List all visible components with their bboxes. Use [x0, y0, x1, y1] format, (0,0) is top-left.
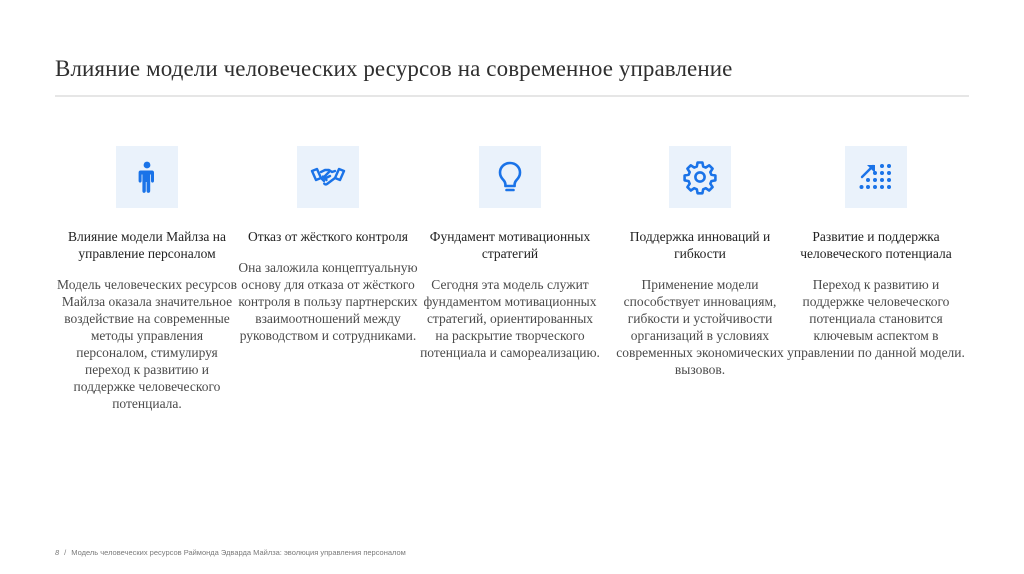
footer-separator: /: [64, 548, 67, 557]
column-text: Сегодня эта модель служит фундаментом мотивационных стратегий, ориентированных на раскрытие творческого потенциала и самореализацию.: [420, 277, 600, 360]
gear-icon: [669, 146, 731, 208]
column-text: Модель человеческих ресурсов Майлза оказала значительное воздействие на современные методы управления персоналом, стимулируя переход к развитию и поддержке человеческого потенциала.: [57, 277, 237, 411]
column-5: [786, 146, 966, 361]
page-number: 8: [55, 548, 60, 557]
column-text: Она заложила концептуальную основу для отказа от жёсткого контроля в пользу партнерских взаимоотношений между руководством и сотрудниками.: [238, 260, 418, 343]
column-text: Переход к развитию и поддержке человеческого потенциала становится ключевым аспектом в управлении по данной модели.: [787, 277, 965, 360]
page-title: Влияние модели человеческих ресурсов на современное управление: [55, 56, 733, 81]
footer: [55, 548, 406, 557]
column-4: [610, 146, 790, 378]
column-heading: Развитие и поддержка человеческого потенциала: [800, 229, 952, 261]
column-text: Применение модели способствует инновациям, гибкости и устойчивости организаций в условиях современных экономических вызовов.: [616, 277, 784, 377]
lightbulb-icon: [479, 146, 541, 208]
handshake-icon: [297, 146, 359, 208]
person-icon: [116, 146, 178, 208]
column-1: [57, 146, 237, 412]
column-3: [420, 146, 600, 361]
title-divider: [55, 95, 969, 97]
column-heading: Поддержка инноваций и гибкости: [629, 229, 771, 261]
footer-text: Модель человеческих ресурсов Раймонда Эдварда Майлза: эволюция управления персоналом: [71, 548, 406, 557]
column-2: [238, 146, 418, 344]
growth-icon: [845, 146, 907, 208]
column-heading: Влияние модели Майлза на управление персоналом: [68, 229, 226, 261]
column-heading: Фундамент мотивационных стратегий: [429, 229, 591, 261]
column-heading: Отказ от жёсткого контроля: [248, 229, 408, 244]
